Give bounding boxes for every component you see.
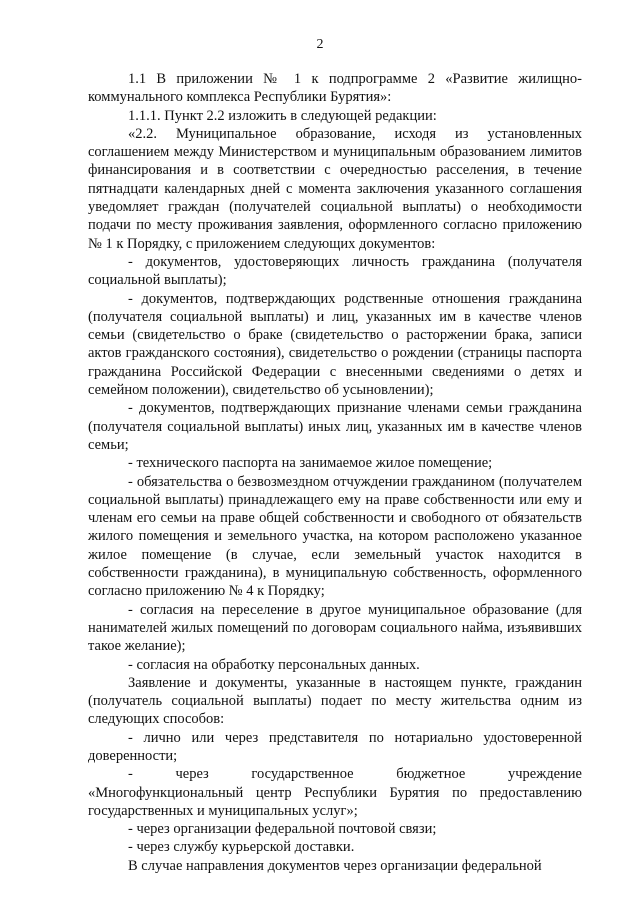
list-item-mfc: - через государственное бюджетное учреждение «Многофункциональный центр Республики Бурятия по предоставлению государственных и муниципальных услуг»; [88, 766, 582, 819]
document-body [88, 70, 582, 875]
page-number: 2 [316, 37, 324, 52]
paragraph-amendment-intro: 1.1 В приложении № 1 к подпрограмме 2 «Развитие жилищно-коммунального комплекса Республики Бурятия»: [88, 71, 582, 106]
list-item-personal-data-consent: - согласия на обработку персональных данных. [128, 656, 420, 673]
list-item-courier: - через службу курьерской доставки. [128, 839, 355, 856]
list-item-alienation-obligation: - обязательства о безвозмездном отчуждении гражданином (получателем социальной выплаты) принадлежащего ему на праве собственности или ему и членам его семьи на праве общей собственности и свободного от обязательств жилого помещения и земельного участка, на котором расположено указанное жилое помещение (в случае, если земельный участок находится в собственности гражданина), в муниципальную собственность, оформленного согласно приложению № 4 к Порядку; [88, 473, 582, 600]
list-item-family-recognition-documents: - документов, подтверждающих признание членами семьи гражданина (получателя социальной выплаты) иных лиц, указанных им в качестве членов семьи; [88, 400, 582, 453]
list-item-identity-documents: - документов, удостоверяющих личность гражданина (получателя социальной выплаты); [88, 253, 582, 289]
list-item-postal: - через организации федеральной почтовой связи; [128, 821, 437, 838]
list-item-kinship-documents: - документов, подтверждающих родственные отношения гражданина (получателя социальной выплаты) и лиц, указанных им в качестве членов семьи (свидетельство о браке (свидетельство о расторжении брака, записи актов гражданского состояния), свидетельство о рождении (страницы паспорта гражданина Российской Федерации с внесенными сведениями о детях и семейном положении), свидетельство об усыновлении); [88, 290, 582, 399]
paragraph-amendment-item: 1.1.1. Пункт 2.2 изложить в следующей редакции: [128, 107, 437, 124]
paragraph-submission-methods: Заявление и документы, указанные в настоящем пункте, гражданин (получатель социальной выплаты) подает по месту жительства одним из следующих способов: [88, 674, 582, 728]
paragraph-clause-2-2: «2.2. Муниципальное образование, исходя из установленных соглашением между Министерством и муниципальным образованием лимитов финансирования и в соответствии с очередностью расселения, в течение пятнадцати календарных дней с момента заключения указанного соглашения уведомляет граждан (получателей социальной выплаты) о необходимости подачи по месту проживания заявления, оформленного согласно приложению № 1 к Порядку, с приложением следующих документов: [88, 125, 582, 252]
list-item-relocation-consent: - согласия на переселение в другое муниципальное образование (для нанимателей жилых помещений по договорам социального найма, изъявивших такое желание); [88, 601, 582, 655]
paragraph-postal-sending: В случае направления документов через организации федеральной [128, 857, 542, 874]
list-item-in-person: - лично или через представителя по нотариально удостоверенной доверенности; [88, 729, 582, 764]
list-item-technical-passport: - технического паспорта на занимаемое жилое помещение; [128, 455, 493, 472]
